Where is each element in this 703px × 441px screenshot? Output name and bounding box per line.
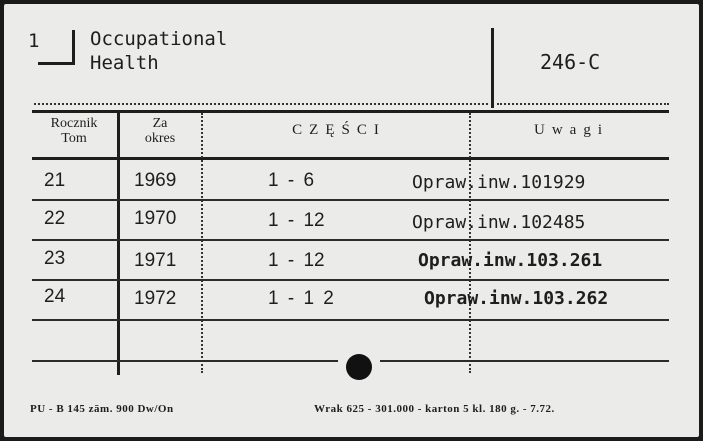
table-top-rule [32,110,669,113]
header-rocznik-tom [32,116,116,146]
cell-uwagi: Opraw.inw.103.262 [424,288,609,309]
header-uwagi: Uwagi [534,122,609,138]
column-divider-dotted-1 [201,113,203,373]
header-za-okres [118,116,202,146]
cell-uwagi: Opraw.inw.101929 [412,172,586,193]
header-rocznik: Rocznik [50,116,98,131]
volume-number: 1 [28,30,40,52]
cell-okres: 1969 [134,170,177,191]
cell-okres: 1972 [134,288,177,309]
cell-uwagi: Opraw.inw.103.261 [418,250,603,271]
row-rule [32,319,669,321]
cell-okres: 1971 [134,250,177,271]
dotted-rule-left [34,103,488,105]
cell-czesci: 1 - 1 2 [268,288,334,309]
row-rule [32,279,669,281]
column-divider-dotted-2 [469,113,471,373]
footer-print-info: PU - B 145 zām. 900 Dw/On [30,403,174,415]
header-tom: Tom [61,131,87,146]
header-divider [491,28,494,108]
cell-czesci: 1 - 6 [268,170,315,191]
cell-rocznik: 23 [44,248,66,269]
header-okres: okres [144,131,176,146]
cell-czesci: 1 - 12 [268,250,325,271]
table-header-rule [32,157,669,160]
journal-title-line2: Health [90,52,159,74]
column-divider-solid [117,110,120,375]
journal-title-line1: Occupational [90,28,228,50]
row-rule [32,360,338,362]
row-rule [380,360,669,362]
cell-czesci: 1 - 12 [268,210,325,231]
cell-okres: 1970 [134,208,177,229]
catalog-card [4,4,699,437]
cell-rocznik: 21 [44,170,66,191]
corner-bracket-horizontal [38,62,75,65]
footer-paper-info: Wrak 625 - 301.000 - karton 5 kl. 180 g. - 7.72. [314,403,555,415]
shelf-signature: 246-C [540,50,601,74]
row-rule [32,239,669,241]
cell-rocznik: 24 [44,286,66,307]
header-za: Za [152,116,168,131]
header-czesci: CZĘŚCI [292,122,386,138]
punch-hole [346,354,372,380]
corner-bracket-vertical [72,30,75,64]
cell-rocznik: 22 [44,208,66,229]
row-rule [32,199,669,201]
cell-uwagi: Opraw.inw.102485 [412,212,586,233]
dotted-rule-right [497,103,669,105]
